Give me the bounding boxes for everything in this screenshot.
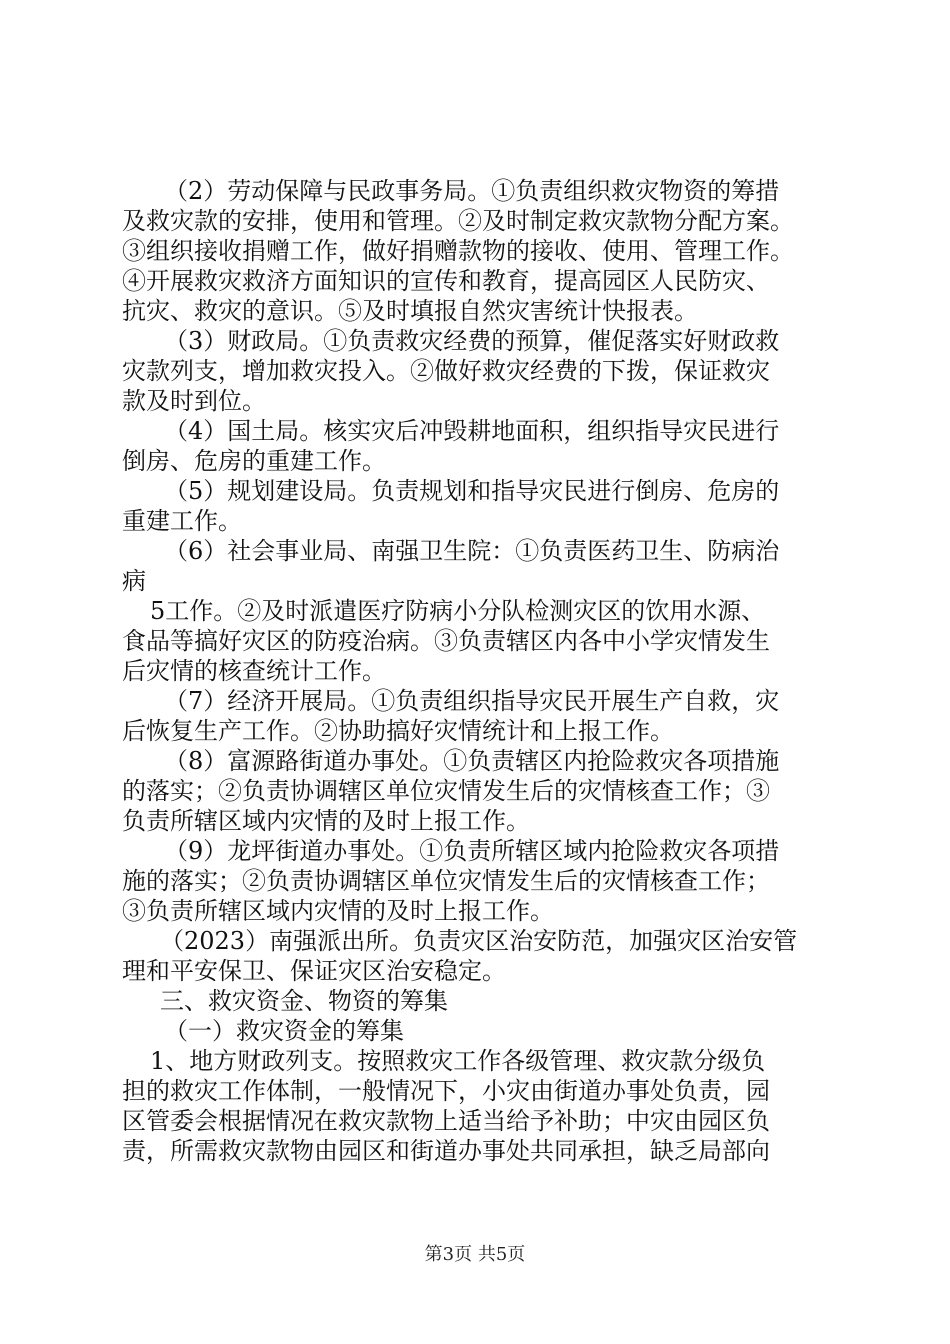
- paragraph-line: （6）社会事业局、南强卫生院：①负责医药卫生、防病治: [164, 537, 780, 565]
- paragraph-line: 理和平安保卫、保证灾区治安稳定。: [122, 957, 506, 985]
- paragraph-line: ③组织接收捐赠工作，做好捐赠款物的接收、使用、管理工作。: [122, 237, 794, 265]
- paragraph-line: 担的救灾工作体制，一般情况下，小灾由街道办事处负责，园: [122, 1077, 770, 1105]
- paragraph-line: 5工作。②及时派遣医疗防病小分队检测灾区的饮用水源、: [150, 597, 766, 625]
- paragraph-line: 及救灾款的安排，使用和管理。②及时制定救灾款物分配方案。: [122, 207, 794, 235]
- paragraph-line: （2023）南强派出所。负责灾区治安防范，加强灾区治安管: [160, 927, 798, 955]
- paragraph-line: （2）劳动保障与民政事务局。①负责组织救灾物资的筹措: [164, 177, 780, 205]
- paragraph-line: （7）经济开展局。①负责组织指导灾民开展生产自救，灾: [164, 687, 780, 715]
- paragraph-line: 施的落实；②负责协调辖区单位灾情发生后的灾情核查工作；: [122, 867, 770, 895]
- paragraph-line: （4）国土局。核实灾后冲毁耕地面积，组织指导灾民进行: [164, 417, 780, 445]
- paragraph-line: 重建工作。: [122, 507, 242, 535]
- paragraph-line: （9）龙坪街道办事处。①负责所辖区域内抢险救灾各项措: [164, 837, 780, 865]
- paragraph-line: 抗灾、救灾的意识。⑤及时填报自然灾害统计快报表。: [122, 297, 698, 325]
- paragraph-line: 后恢复生产工作。②协助搞好灾情统计和上报工作。: [122, 717, 674, 745]
- section-heading: 三、救灾资金、物资的筹集: [160, 987, 448, 1015]
- document-body: [122, 176, 834, 1166]
- paragraph-line: 后灾情的核查统计工作。: [122, 657, 386, 685]
- paragraph-line: 灾款列支，增加救灾投入。②做好救灾经费的下拨，保证救灾: [122, 357, 770, 385]
- paragraph-line: 的落实；②负责协调辖区单位灾情发生后的灾情核查工作；③: [122, 777, 770, 805]
- paragraph-line: （5）规划建设局。负责规划和指导灾民进行倒房、危房的: [164, 477, 780, 505]
- paragraph-line: ④开展救灾救济方面知识的宣传和教育，提高园区人民防灾、: [122, 267, 770, 295]
- paragraph-line: （8）富源路街道办事处。①负责辖区内抢险救灾各项措施: [164, 747, 780, 775]
- paragraph-line: 款及时到位。: [122, 387, 266, 415]
- paragraph-line: 负责所辖区域内灾情的及时上报工作。: [122, 807, 530, 835]
- paragraph-line: 责，所需救灾款物由园区和街道办事处共同承担，缺乏局部向: [122, 1137, 770, 1165]
- paragraph-line: 病: [122, 567, 146, 595]
- paragraph-line: 区管委会根据情况在救灾款物上适当给予补助；中灾由园区负: [122, 1107, 770, 1135]
- page-number-footer: 第3页 共5页: [424, 1244, 526, 1265]
- subsection-heading: （一）救灾资金的筹集: [164, 1017, 404, 1045]
- paragraph-line: 食品等搞好灾区的防疫治病。③负责辖区内各中小学灾情发生: [122, 627, 770, 655]
- paragraph-line: 1、地方财政列支。按照救灾工作各级管理、救灾款分级负: [150, 1047, 766, 1075]
- paragraph-line: （3）财政局。①负责救灾经费的预算，催促落实好财政救: [164, 327, 780, 355]
- paragraph-line: ③负责所辖区域内灾情的及时上报工作。: [122, 897, 554, 925]
- paragraph-line: 倒房、危房的重建工作。: [122, 447, 386, 475]
